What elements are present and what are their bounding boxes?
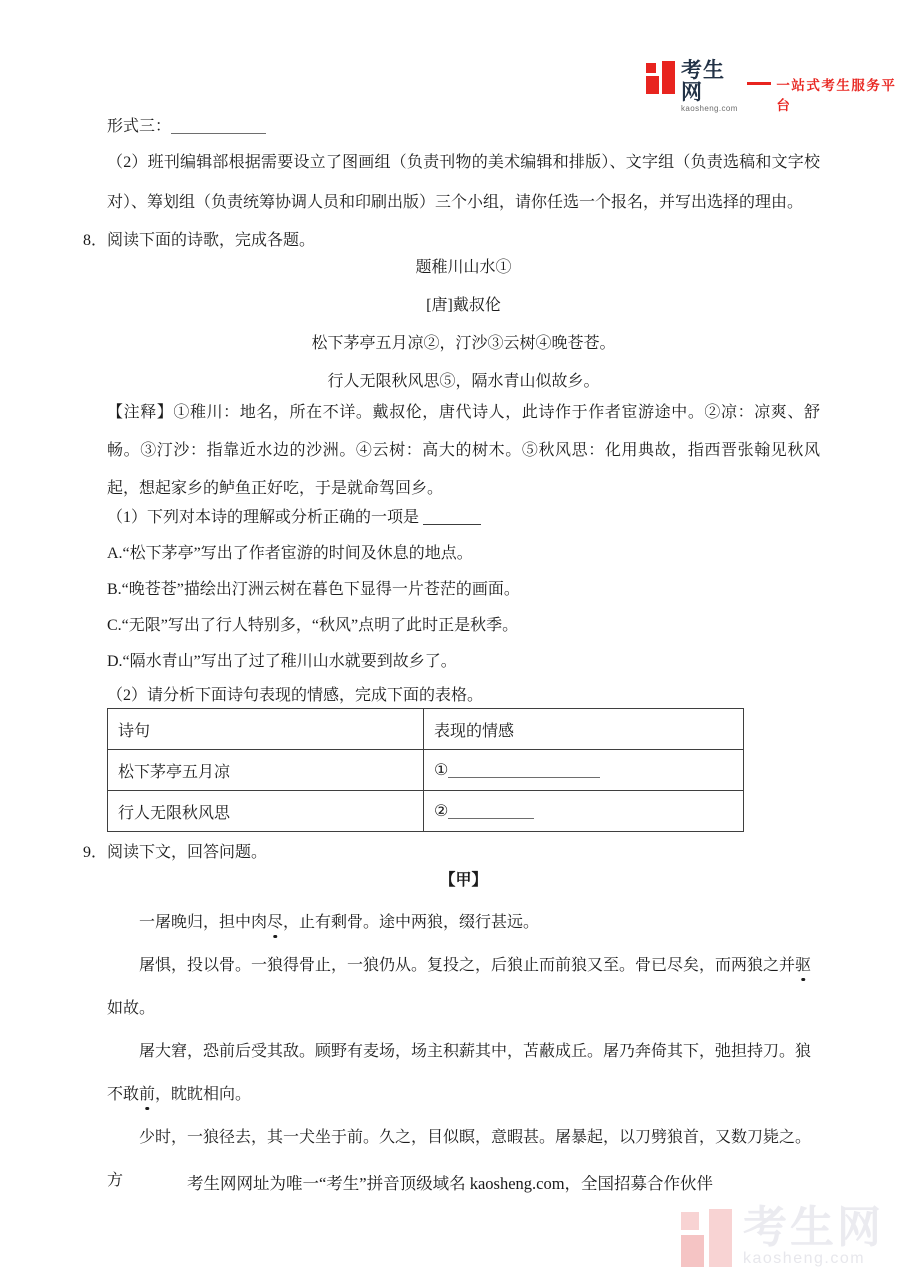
classical-paragraph-2 (107, 944, 820, 1030)
poem-title: 题稚川山水① (415, 259, 512, 276)
table-header-verse: 诗句 (108, 709, 424, 750)
question-8-1-text: （1）下列对本诗的理解或分析正确的一项是 (107, 509, 420, 526)
section-label-jia: 【甲】 (439, 872, 488, 889)
header-brand-logo (646, 60, 900, 114)
watermark-text-group (743, 1203, 884, 1268)
watermark-brand-name: 考生网 (743, 1203, 884, 1252)
passage-text: ，止有剩骨。途中两狼，缀行甚远。 (283, 914, 540, 931)
brand-name: 考生网 (681, 59, 725, 104)
footer-promo-text: 考生网网址为唯一“考生”拼音顶级域名 kaosheng.com，全国招募合作伙伴 (186, 1174, 714, 1193)
table-header-emotion: 表现的情感 (424, 709, 744, 750)
passage-text: 一屠晚归，担中肉 (139, 914, 268, 931)
form-line-3 (107, 112, 820, 142)
logo-block (709, 1209, 732, 1267)
brand-domain: kaosheng.com (681, 104, 738, 113)
poem-author: [唐]戴叔伦 (426, 297, 501, 314)
question-8-stem: 8．阅读下面的诗歌，完成各题。 (83, 232, 316, 249)
circled-number-2: ② (434, 803, 449, 820)
logo-block (681, 1235, 704, 1267)
table-cell-emotion-1 (424, 750, 744, 791)
poem-line-2: 行人无限秋风思⑤，隔水青山似故乡。 (327, 373, 600, 390)
answer-blank-line (171, 118, 266, 134)
circled-number-1: ① (434, 762, 449, 779)
passage-text: 如故。 (107, 1000, 156, 1017)
logo-block (681, 1212, 699, 1230)
question-8-1-stem (107, 503, 820, 533)
emphasized-char: 尽 (267, 914, 284, 931)
form-label: 形式三： (107, 118, 172, 135)
emphasized-char: 驱 (795, 957, 812, 974)
passage-text: 少时，一狼径去，其一犬坐于前。久之，目似瞑，意暇甚。屠暴起，以刀劈狼首，又数刀毙之。方 (107, 1129, 812, 1189)
option-b: B.“晚苍苍”描绘出汀洲云树在暮色下显得一片苍茫的画面。 (107, 581, 520, 598)
question-9-stem: 9．阅读下文，回答问题。 (83, 844, 268, 861)
table-row (108, 791, 744, 832)
passage-text: 屠大窘，恐前后受其敌。顾野有麦场，场主积薪其中，苫蔽成丘。屠乃奔倚其下，弛担持刀。狼不敢 (107, 1043, 812, 1103)
question-8-2-stem: （2）请分析下面诗句表现的情感，完成下面的表格。 (107, 687, 484, 704)
watermark-logo-icon (681, 1207, 733, 1267)
watermark-brand-domain: kaosheng.com (743, 1250, 866, 1267)
logo-block (646, 63, 656, 73)
poem-line-1: 松下茅亭五月凉②，汀沙③云树④晚苍苍。 (311, 335, 616, 352)
brand-tagline: 一站式考生服务平台 (776, 78, 897, 113)
question-7-part2-paragraph: （2）班刊编辑部根据需要设立了图画组（负责刊物的美术编辑和排版）、文字组（负责选稿和文字校对）、筹划组（负责统筹协调人员和印刷出版）三个小组，请你任选一个报名，并写出选择的理由。 (107, 154, 820, 211)
table-cell-verse-2: 行人无限秋风思 (108, 791, 424, 832)
classical-passage (107, 901, 820, 1202)
kaosheng-logo-icon (646, 60, 675, 94)
emotion-table (107, 708, 744, 832)
emotion-table-wrap (107, 708, 820, 832)
option-c: C.“无限”写出了行人特别多，“秋风”点明了此时正是秋季。 (107, 617, 519, 634)
passage-text: ，眈眈相向。 (155, 1086, 252, 1103)
poem-annotations: 【注释】①稚川：地名，所在不详。戴叔伦，唐代诗人，此诗作于作者宦游途中。②凉：凉爽、舒畅。③汀沙：指靠近水边的沙洲。④云树：高大的树木。⑤秋风思：化用典故，指西晋张翰见秋风起，想起家乡的鲈鱼正好吃，于是就命驾回乡。 (107, 404, 820, 497)
option-a: A.“松下茅亭”写出了作者宦游的时间及休息的地点。 (107, 545, 473, 562)
choice-options-list (107, 536, 820, 680)
brand-divider-rule (747, 82, 771, 85)
logo-block (662, 61, 675, 94)
classical-paragraph-3 (107, 1030, 820, 1116)
emphasized-char: 前 (139, 1086, 156, 1103)
table-cell-verse-1: 松下茅亭五月凉 (108, 750, 424, 791)
brand-text-group (681, 60, 741, 114)
table-header-row (108, 709, 744, 750)
fill-blank-1 (448, 762, 600, 778)
fill-blank-2 (448, 803, 534, 819)
logo-block (646, 76, 659, 94)
table-cell-emotion-2 (424, 791, 744, 832)
classical-paragraph-1 (107, 901, 820, 944)
choice-answer-blank (423, 509, 481, 525)
option-d: D.“隔水青山”写出了过了稚川山水就要到故乡了。 (107, 653, 457, 670)
watermark-brand-logo (681, 1203, 884, 1268)
passage-text: 屠惧，投以骨。一狼得骨止，一狼仍从。复投之，后狼止而前狼又至。骨已尽矣，而两狼之并 (139, 957, 796, 974)
table-row (108, 750, 744, 791)
